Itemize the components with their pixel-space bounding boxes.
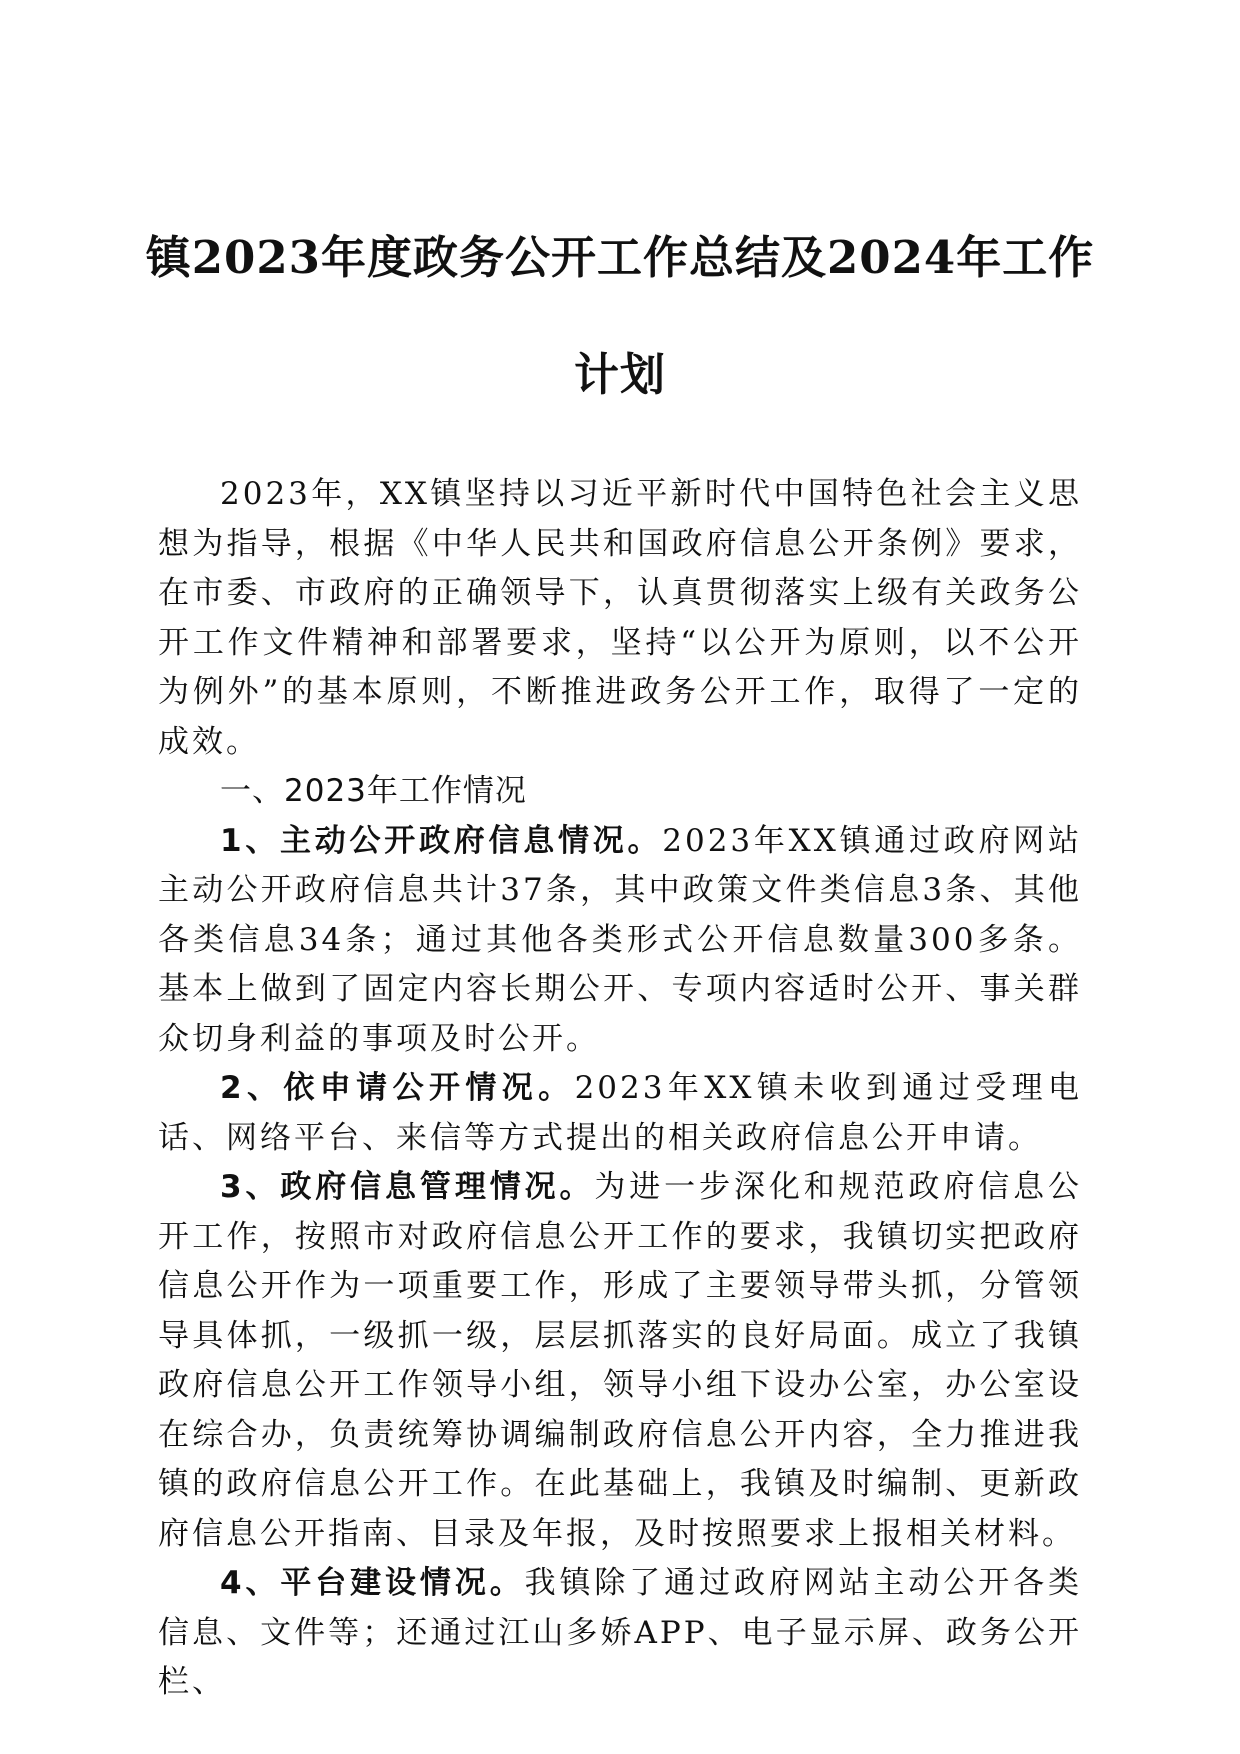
document-body <box>158 470 1082 1708</box>
item-paragraph <box>158 1559 1082 1708</box>
item-paragraph <box>158 1064 1082 1163</box>
item-lead: 4、平台建设情况。 <box>220 1565 525 1601</box>
intro-paragraph: 2023年，XX镇坚持以习近平新时代中国特色社会主义思想为指导，根据《中华人民共和国政府信息公开条例》要求，在市委、市政府的正确领导下，认真贯彻落实上级有关政务公开工作文件精神和部署要求，坚持“以公开为原则，以不公开为例外”的基本原则，不断推进政务公开工作，取得了一定的成效。 <box>158 476 1082 760</box>
section-heading: 一、2023年工作情况 <box>220 773 527 809</box>
item-lead: 1、主动公开政府信息情况。 <box>220 822 663 859</box>
item-lead: 2、依申请公开情况。 <box>220 1070 575 1106</box>
document-title-line2: 计划 <box>573 348 666 401</box>
item-text: 2023年XX镇通过政府网站主动公开政府信息共计37条，其中政策文件类信息3条、其他各类信息34条；通过其他各类形式公开信息数量300多条。基本上做到了固定内容长期公开、专项内容适时公开、事关群众切身利益的事项及时公开。 <box>158 822 1083 1057</box>
item-text: 我镇除了通过政府网站主动公开各类信息、文件等；还通过江山多娇APP、电子显示屏、政务公开栏、 <box>158 1565 1082 1700</box>
item-lead: 3、政府信息管理情况。 <box>220 1169 595 1205</box>
item-paragraph <box>158 1163 1082 1559</box>
item-text: 2023年XX镇未收到通过受理电话、网络平台、来信等方式提出的相关政府信息公开申请。 <box>158 1070 1083 1156</box>
document-title-line1: 镇2023年度政务公开工作总结及2024年工作 <box>145 231 1095 284</box>
item-paragraph <box>158 817 1082 1065</box>
item-text: 为进一步深化和规范政府信息公开工作，按照市对政府信息公开工作的要求，我镇切实把政府信息公开作为一项重要工作，形成了主要领导带头抓，分管领导具体抓，一级抓一级，层层抓落实的良好局面。成立了我镇政府信息公开工作领导小组，领导小组下设办公室，办公室设在综合办，负责统筹协调编制政府信息公开内容，全力推进我镇的政府信息公开工作。在此基础上，我镇及时编制、更新政府信息公开指南、目录及年报，及时按照要求上报相关材料。 <box>158 1169 1082 1552</box>
